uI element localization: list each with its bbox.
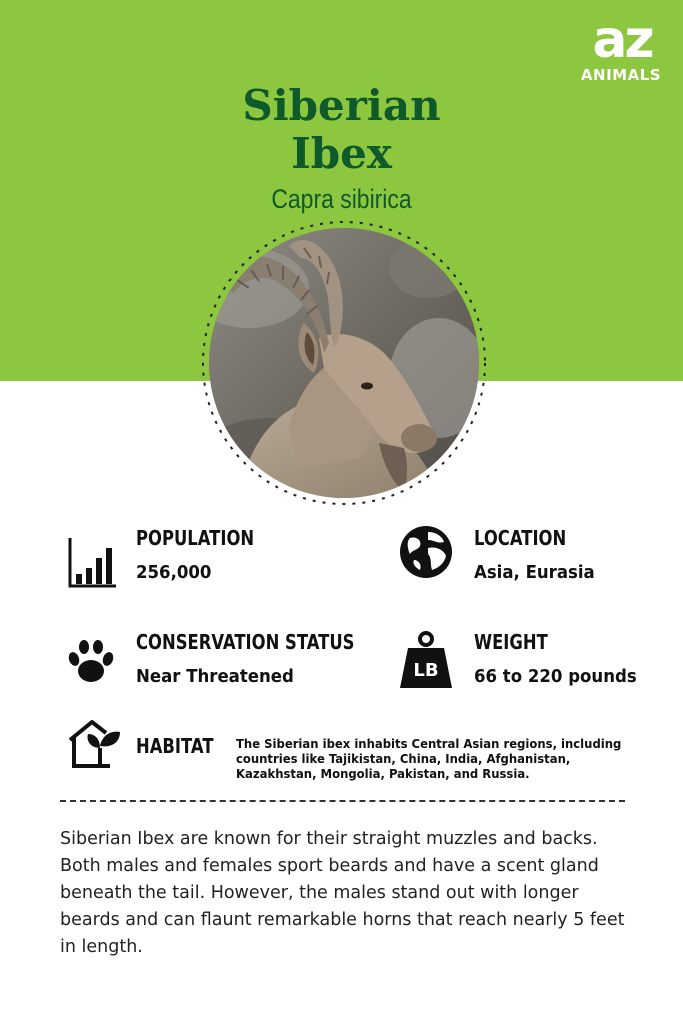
- location-label: LOCATION: [474, 526, 567, 550]
- bar-chart-icon: [66, 536, 120, 590]
- population-value: 256,000: [136, 562, 212, 583]
- paw-icon: [64, 635, 118, 689]
- population-label: POPULATION: [136, 526, 255, 550]
- page-title: [140, 82, 543, 178]
- logo-word: ANIMALS: [580, 66, 662, 84]
- habitat-icon-wrap: [66, 718, 124, 770]
- population-icon-wrap: [66, 536, 126, 590]
- logo-mark: az: [592, 10, 652, 70]
- globe-icon: [398, 524, 454, 580]
- conservation-label: CONSERVATION STATUS: [136, 630, 355, 654]
- conservation-icon-wrap: [64, 635, 118, 689]
- section-divider: [60, 800, 625, 802]
- az-animals-logo[interactable]: [576, 10, 666, 86]
- description-paragraph: Siberian Ibex are known for their straight muzzles and backs. Both males and females sport beards and have a scent gland beneath the tail. However, the males stand out with longer beards and can flaunt remarkable horns that reach nearly 5 feet in length.: [60, 829, 625, 957]
- title-line-1: Siberian: [242, 81, 441, 130]
- weight-icon-wrap: [398, 630, 456, 692]
- weight-badge: LB: [413, 660, 439, 681]
- conservation-value: Near Threatened: [136, 666, 294, 687]
- scientific-name: Capra sibirica: [271, 184, 412, 214]
- ibex-photo: [209, 228, 479, 498]
- house-plant-icon: [66, 718, 124, 770]
- weight-label: WEIGHT: [474, 630, 548, 654]
- habitat-label: HABITAT: [136, 734, 214, 758]
- location-value: Asia, Eurasia: [474, 562, 595, 583]
- habitat-description: The Siberian ibex inhabits Central Asian regions, including countries like Tajikistan, China, India, Afghanistan, Kazakhstan, Mongolia, Pakistan, and Russia.: [236, 736, 622, 781]
- weight-value: 66 to 220 pounds: [474, 666, 637, 687]
- title-line-2: Ibex: [291, 129, 392, 178]
- location-icon-wrap: [398, 524, 456, 582]
